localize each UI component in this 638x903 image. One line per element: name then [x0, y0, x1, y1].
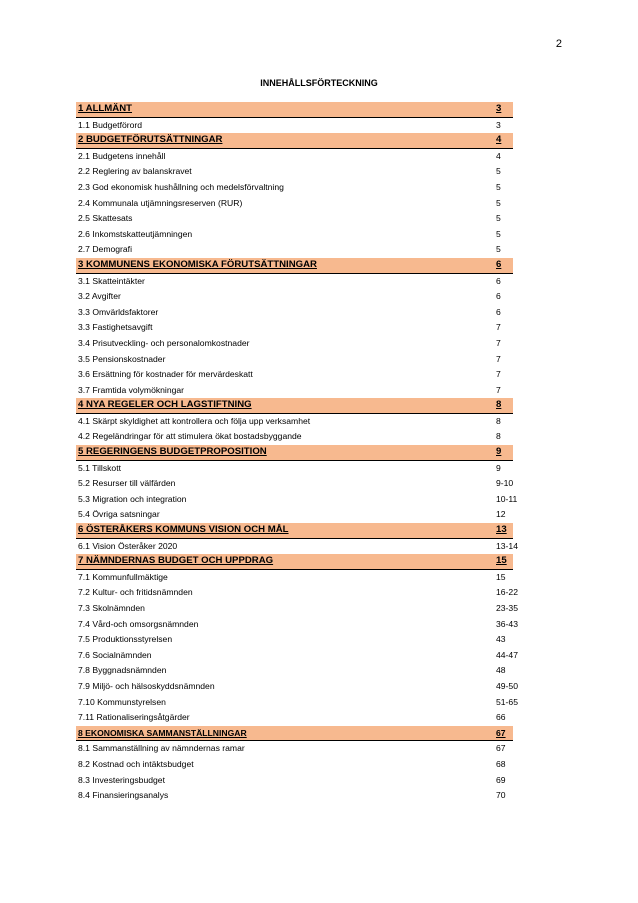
toc-entry-label: 3.3 Omvärldsfaktorer	[78, 306, 159, 317]
toc-entry-label: 7.4 Vård-och omsorgsnämnden	[78, 618, 199, 629]
toc-entry-label: 7.3 Skolnämnden	[78, 603, 145, 613]
toc-entry-row	[76, 320, 513, 336]
toc-entry-label: 7.10 Kommunstyrelsen	[78, 696, 166, 707]
toc-entry-label: 3.6 Ersättning för kostnader för mervärdeskatt	[78, 369, 253, 380]
toc-entry-row	[76, 648, 518, 664]
toc-entry-label: 3.1 Skatteintäkter	[78, 275, 145, 286]
toc-entry-row	[76, 601, 518, 617]
page-number: 2	[555, 38, 562, 50]
toc-entry-row	[76, 663, 513, 679]
toc-entry-label: 2.4 Kommunala utjämningsreserven (RUR)	[78, 197, 243, 208]
toc-entry-page: 6	[496, 275, 501, 286]
toc-entry-label: 2.6 Inkomstskatteutjämningen	[78, 228, 193, 239]
toc-entry-row	[76, 710, 513, 726]
toc-entry-page: 7	[496, 369, 501, 380]
toc-entry-label: 3.7 Framtida volymökningar	[78, 384, 185, 395]
toc-entry-row	[76, 741, 513, 757]
toc-entry-label: 4.1 Skärpt skyldighet att kontrollera och följa upp verksamhet	[78, 415, 311, 426]
toc-entry-label: 1.1 Budgetförord	[78, 119, 143, 130]
toc-entry-page: 43	[496, 634, 506, 645]
toc-entry-label: 2.5 Skattesats	[78, 213, 133, 224]
toc-entry-row	[76, 211, 513, 227]
toc-entry-page: 5	[496, 244, 501, 255]
toc-entry-page: 5	[496, 181, 501, 192]
toc-entry-row	[76, 367, 513, 383]
toc-entry-label: 6 ÖSTERÅKERS KOMMUNS VISION OCH MÅL	[78, 524, 289, 536]
toc-entry-page: 4	[496, 134, 502, 146]
toc-entry-page: 49-50	[496, 680, 518, 691]
toc-entry-label: 3 KOMMUNENS EKONOMISKA FÖRUTSÄTTNINGAR	[78, 258, 317, 270]
toc-entry-row	[76, 788, 513, 804]
toc-entry-page: 67	[496, 743, 506, 754]
toc-entry-row	[76, 773, 513, 789]
toc-entry-page: 12	[496, 509, 506, 520]
toc-entry-row	[76, 242, 513, 258]
toc-entry-page: 9-10	[496, 478, 514, 489]
toc-title: INNEHÅLLSFÖRTECKNING	[260, 78, 378, 88]
toc-entry-page: 7	[496, 384, 501, 395]
toc-entry-page: 48	[496, 665, 506, 676]
toc-entry-label: 7.8 Byggnadsnämnden	[78, 665, 167, 676]
toc-entry-page: 69	[496, 774, 506, 785]
toc-entry-label: 3.4 Prisutveckling- och personalomkostnader	[78, 337, 250, 348]
toc-entry-row	[76, 336, 513, 352]
toc-entry-row	[76, 632, 513, 648]
toc-entry-row	[76, 118, 513, 134]
toc-entry-row	[76, 180, 513, 196]
toc-entry-label: 5.4 Övriga satsningar	[78, 509, 160, 520]
toc-entry-label: 7.2 Kultur- och fritidsnämnden	[78, 587, 193, 598]
toc-entry-page: 5	[496, 166, 501, 177]
toc-entry-row	[76, 352, 513, 368]
toc-entry-page: 44-47	[496, 649, 518, 660]
toc-entry-page: 15	[496, 555, 507, 567]
table-of-contents	[76, 102, 518, 804]
toc-entry-page: 3	[496, 119, 501, 130]
toc-entry-page: 6	[496, 306, 501, 317]
toc-entry-page: 6	[496, 258, 502, 270]
toc-section-row	[76, 554, 513, 570]
toc-entry-row	[76, 585, 518, 601]
toc-entry-row	[76, 289, 513, 305]
toc-entry-row	[76, 227, 513, 243]
toc-entry-page: 9	[496, 462, 501, 473]
toc-entry-label: 5.3 Migration och integration	[78, 493, 187, 504]
toc-entry-label: 7.1 Kommunfullmäktige	[78, 571, 168, 582]
toc-entry-page: 10-11	[496, 493, 518, 504]
toc-entry-label: 7.5 Produktionsstyrelsen	[78, 634, 173, 645]
toc-section-row	[76, 258, 513, 274]
toc-entry-row	[76, 617, 518, 633]
toc-entry-label: 5.2 Resurser till välfärden	[78, 478, 176, 489]
toc-entry-row	[76, 149, 513, 165]
toc-entry-label: 3.2 Avgifter	[78, 291, 121, 302]
toc-entry-row	[76, 539, 518, 555]
toc-entry-page: 9	[496, 446, 502, 458]
toc-section-row	[76, 726, 513, 742]
toc-entry-label: 3.5 Pensionskostnader	[78, 353, 166, 364]
toc-entry-row	[76, 383, 513, 399]
toc-entry-label: 1 ALLMÄNT	[78, 103, 133, 114]
toc-entry-row	[76, 429, 513, 445]
toc-entry-page: 36-43	[496, 618, 518, 629]
toc-entry-row	[76, 476, 513, 492]
toc-entry-page: 5	[496, 213, 501, 224]
toc-section-row	[76, 523, 513, 539]
toc-entry-page: 67	[496, 727, 506, 738]
toc-entry-label: 4.2 Regeländringar för att stimulera ökat bostadsbyggande	[78, 431, 302, 442]
toc-entry-page: 23-35	[496, 603, 518, 613]
toc-entry-label: 2.1 Budgetens innehåll	[78, 150, 166, 161]
toc-entry-page: 51-65	[496, 696, 518, 707]
toc-entry-label: 8.1 Sammanställning av nämndernas ramar	[78, 743, 245, 754]
toc-entry-page: 13-14	[496, 540, 518, 551]
toc-entry-label: 8.3 Investeringsbudget	[78, 774, 165, 785]
toc-entry-label: 7.11 Rationaliseringsåtgärder	[78, 712, 190, 723]
toc-entry-page: 8	[496, 415, 501, 426]
toc-entry-page: 66	[496, 712, 506, 723]
toc-entry-label: 2.7 Demografi	[78, 244, 132, 255]
toc-section-row	[76, 102, 513, 118]
toc-entry-row	[76, 414, 513, 430]
toc-entry-label: 3.3 Fastighetsavgift	[78, 322, 153, 333]
toc-entry-row	[76, 461, 513, 477]
toc-entry-page: 4	[496, 150, 501, 161]
toc-entry-page: 8	[496, 431, 501, 442]
toc-entry-row	[76, 196, 513, 212]
toc-entry-label: 7 NÄMNDERNAS BUDGET OCH UPPDRAG	[78, 555, 274, 567]
toc-entry-page: 7	[496, 353, 501, 364]
toc-entry-label: 7.6 Socialnämnden	[78, 649, 152, 660]
toc-entry-page: 15	[496, 571, 506, 582]
toc-entry-label: 8.2 Kostnad och intäktsbudget	[78, 758, 194, 769]
toc-entry-row	[76, 679, 518, 695]
toc-entry-row	[76, 305, 513, 321]
toc-entry-page: 68	[496, 758, 506, 769]
toc-entry-page: 70	[496, 790, 506, 801]
toc-entry-label: 7.9 Miljö- och hälsoskyddsnämnden	[78, 680, 215, 691]
toc-entry-label: 4 NYA REGELER OCH LAGSTIFTNING	[78, 399, 252, 411]
toc-entry-page: 5	[496, 228, 501, 239]
toc-entry-page: 5	[496, 197, 501, 208]
toc-entry-label: 2 BUDGETFÖRUTSÄTTNINGAR	[78, 134, 223, 146]
toc-entry-label: 6.1 Vision Österåker 2020	[78, 540, 178, 551]
toc-entry-row	[76, 570, 513, 586]
toc-entry-page: 6	[496, 291, 501, 302]
toc-entry-page: 7	[496, 322, 501, 333]
toc-section-row	[76, 133, 513, 149]
toc-entry-label: 8 EKONOMISKA SAMMANSTÄLLNINGAR	[78, 727, 247, 738]
toc-entry-row	[76, 507, 513, 523]
toc-section-row	[76, 398, 513, 414]
toc-entry-page: 3	[496, 103, 502, 114]
toc-entry-label: 2.2 Reglering av balanskravet	[78, 166, 192, 177]
toc-entry-page: 8	[496, 399, 502, 411]
toc-entry-page: 13	[496, 524, 507, 536]
toc-entry-label: 8.4 Finansieringsanalys	[78, 790, 169, 801]
toc-entry-row	[76, 695, 518, 711]
toc-entry-page: 16-22	[496, 587, 518, 598]
toc-section-row	[76, 445, 513, 461]
toc-entry-label: 5 REGERINGENS BUDGETPROPOSITION	[78, 446, 267, 458]
toc-entry-page: 7	[496, 337, 501, 348]
toc-entry-row	[76, 274, 513, 290]
toc-entry-row	[76, 492, 518, 508]
toc-entry-row	[76, 757, 513, 773]
toc-entry-label: 2.3 God ekonomisk hushållning och medelsförvaltning	[78, 181, 284, 192]
toc-entry-label: 5.1 Tillskott	[78, 462, 121, 473]
toc-entry-row	[76, 164, 513, 180]
